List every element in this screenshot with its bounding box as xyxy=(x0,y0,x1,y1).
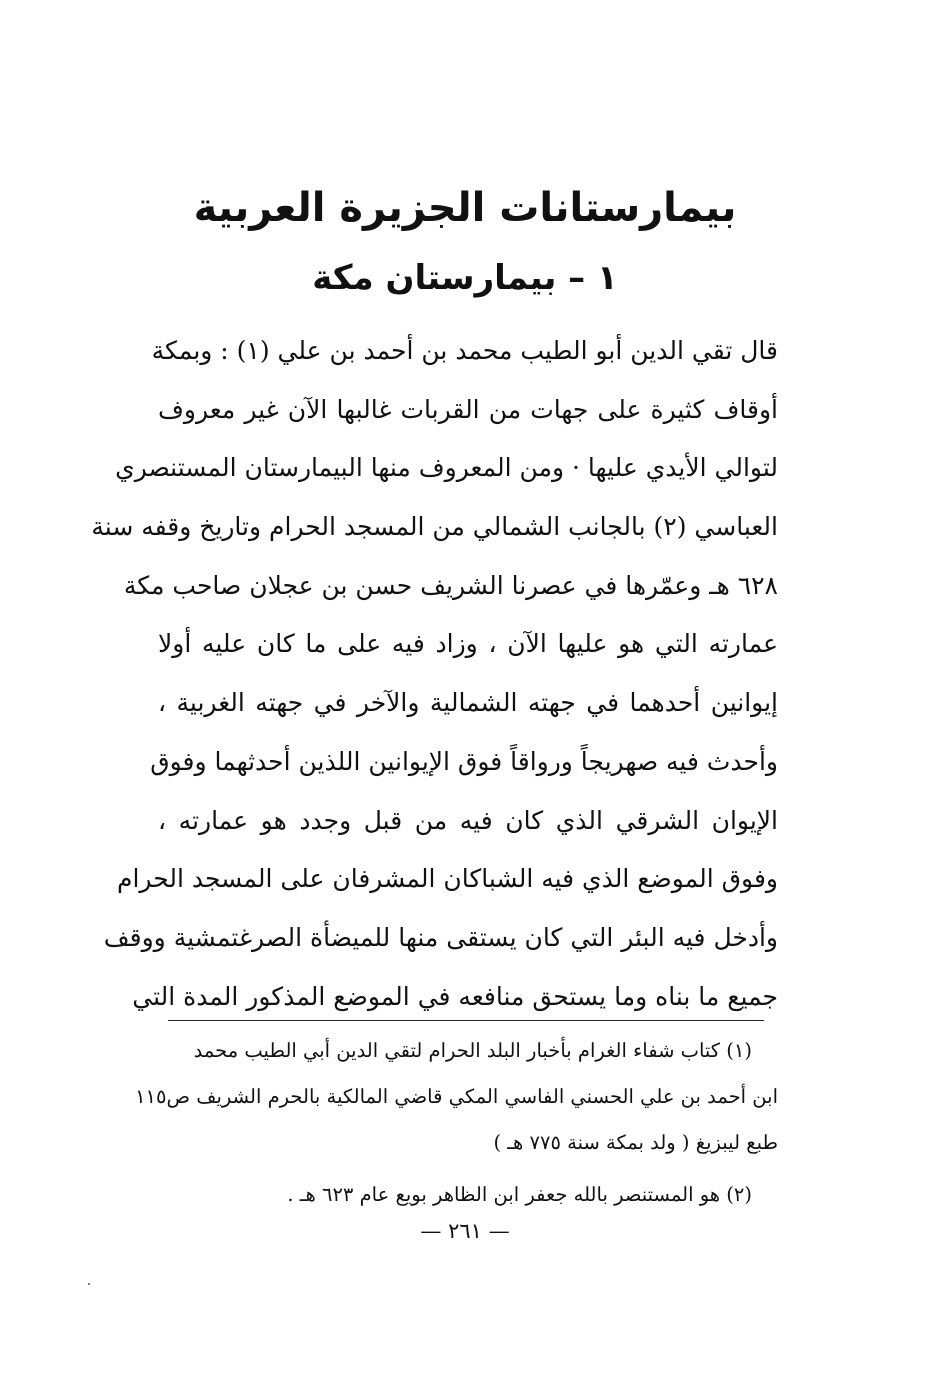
body-line: وأدخل فيه البئر التي كان يستقى منها للميضأة الصرغتمشية ووقف xyxy=(103,922,778,952)
footnote-1-line: ابن أحمد بن علي الحسني الفاسي المكي قاضي المالكية بالحرم الشريف ص١١٥ xyxy=(135,1085,778,1108)
body-line: عمارته التي هو عليها الآن ، وزاد فيه على ما كان عليه أولا xyxy=(158,629,778,659)
body-line: قال تقي الدين أبو الطيب محمد بن أحمد بن علي (١) : وبمكة xyxy=(151,336,778,365)
footnote-2-line: (٢) هو المستنصر بالله جعفر ابن الظاهر بويع عام ٦٢٣ هـ . xyxy=(287,1183,752,1206)
footnotes xyxy=(135,1028,778,1218)
body-line: الإيوان الشرقي الذي كان فيه من قبل وجدد هو عمارته ، xyxy=(158,805,778,835)
footnote-1-line: طبع ليبزيغ ( ولد بمكة سنة ٧٧٥ هـ ) xyxy=(493,1131,778,1154)
section-heading: ١ – بيمارستان مكة xyxy=(312,258,618,298)
page-number: — ٢٦١ — xyxy=(420,1219,510,1243)
footnote-divider xyxy=(168,1020,764,1021)
chapter-title: بيمارستانات الجزيرة العربية xyxy=(193,185,737,231)
body-line: إيوانين أحدهما في جهته الشمالية والآخر في جهته الغربية ، xyxy=(158,688,778,718)
body-line: وفوق الموضع الذي فيه الشباكان المشرفان على المسجد الحرام xyxy=(117,864,778,894)
footnote-1-line: (١) كتاب شفاء الغرام بأخبار البلد الحرام لتقي الدين أبي الطيب محمد xyxy=(193,1039,752,1062)
body-line: ٦٢٨ هـ وعمّرها في عصرنا الشريف حسن بن عجلان صاحب مكة xyxy=(123,570,778,600)
body-text xyxy=(91,322,778,1026)
body-line: العباسي (٢) بالجانب الشمالي من المسجد الحرام وتاريخ وقفه سنة xyxy=(91,512,778,542)
scan-speck xyxy=(88,1283,90,1285)
body-line: وأحدث فيه صهريجاً ورواقاً فوق الإيوانين اللذين أحدثهما وفوق xyxy=(150,746,778,776)
body-line: أوقاف كثيرة على جهات من القربات غالبها الآن غير معروف xyxy=(158,394,778,424)
body-line: لتوالي الأيدي عليها · ومن المعروف منها البيمارستان المستنصري xyxy=(115,453,778,483)
body-line: جميع ما بناه وما يستحق منافعه في الموضع المذكور المدة التي xyxy=(132,981,778,1011)
